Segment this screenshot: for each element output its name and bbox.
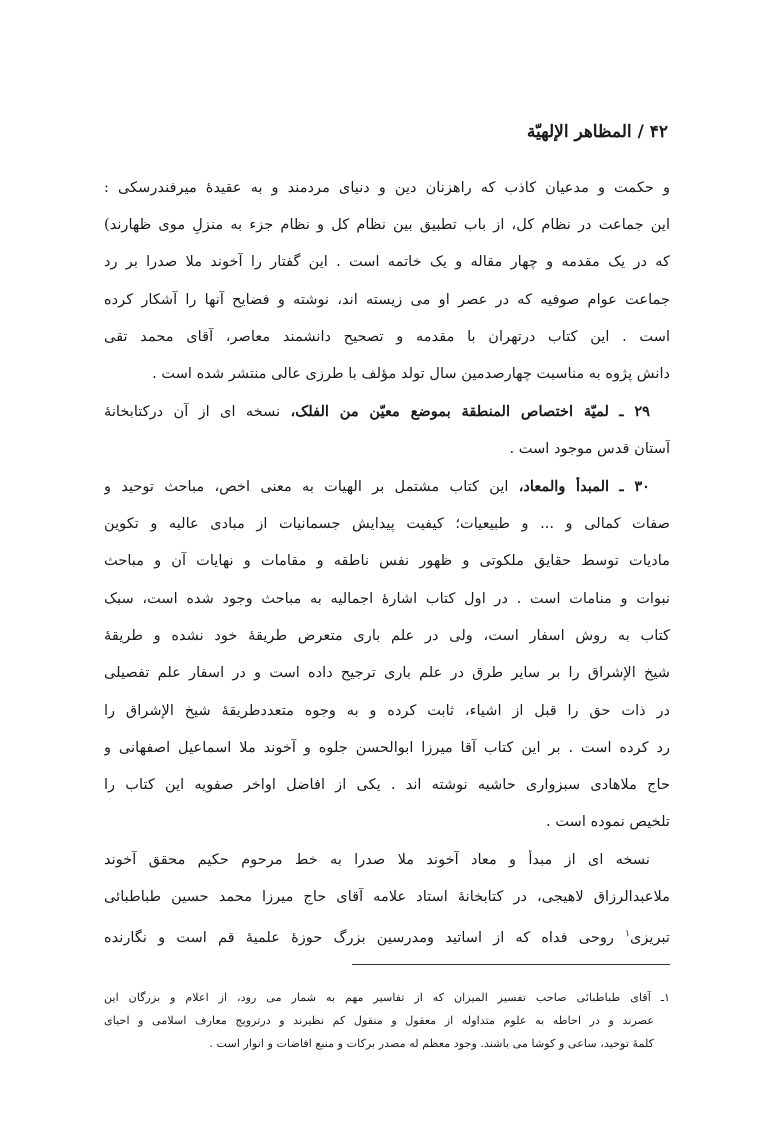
entry-30-text: این کتاب مشتمل بر الهیات به معنی اخص، مباحث توحید و	[104, 478, 519, 495]
header-separator: /	[637, 122, 644, 142]
footnote-line: کلمهٔ توحید، ساعی و کوشا می باشند. وجود معظم له مصدر برکات و منبع افاضات و انوار است .	[209, 1037, 654, 1050]
body-line: مادیات توسط حقایق ملکوتی و ظهور نفس ناطقه و مقامات و نهایات آن و مباحث	[104, 552, 670, 569]
body-line-with-footnote	[104, 924, 670, 948]
body-line: کتاب به روش اسفار است، ولی در علم باری متعرض طریقهٔ خود نشده و طریقهٔ	[104, 627, 670, 644]
body-line: تلخیص نموده است .	[546, 813, 670, 830]
entry-30-title: المبدأ والمعاد،	[518, 478, 610, 495]
body-line: جماعت عوام صوفیه که در عصر او می زیسته اند، نوشته و فضایح آنها را آشکار کرده	[104, 291, 670, 308]
running-title: المظاهر الإلهيّة	[526, 122, 632, 142]
footnote-line: عصرند و در احاطه به علوم متداوله از معقول و منقول کم نظیرند و درترویج معارف اسلامی و احیای	[104, 1014, 654, 1027]
footnote-marker: ۱	[625, 929, 630, 939]
entry-29-number: ۲۹ ـ	[619, 403, 650, 420]
body-line: و حکمت و مدعیان کاذب که راهزنان دین و دنیای مردمند و به عقیدهٔ میرفندرسکی :	[104, 179, 670, 196]
footnote-line: ۱ـ آقای طباطبائی صاحب تفسیر المیزان که از تفاسیر مهم به شمار می رود، از اعلام و بزرگان این	[104, 991, 670, 1004]
body-line: نسخه ای از مبدأ و معاد آخوند ملا صدرا به خط مرحوم حکیم محقق آخوند	[104, 851, 650, 868]
body-line: صفات کمالی و ... و طبیعیات؛ کیفیت پیدایش جسمانیات از مبادی عالیه و تکوین	[104, 515, 670, 532]
entry-29-second-line: آستان قدس موجود است .	[509, 440, 670, 457]
footnote-separator	[352, 964, 670, 965]
body-line: این جماعت در نظام کل، از باب تطبیق بین نظام کل و نظام جزء به منزلِ موی ظهارند)	[104, 216, 670, 233]
body-line: شیخ الإشراق را بر سایر طرق در علم باری ترجیح داده است و در اسفار علم تفصیلی	[104, 664, 670, 681]
page-number: ۴۲	[649, 122, 668, 142]
entry-29-first-line	[104, 402, 650, 422]
body-text: روحی فداه که از اساتید ومدرسین بزرگ حوزهٔ علمیهٔ قم است و نگارنده	[104, 928, 626, 946]
entry-29-title: لمیّة اختصاص المنطقة بموضع معیّن من الفلک،	[290, 403, 609, 420]
body-line: ملاعبدالرزاق لاهیجی، در کتابخانهٔ استاد علامه آقای حاج میرزا محمد حسین طباطبائی	[104, 888, 670, 905]
body-line: است . این کتاب درتهران با مقدمه و تصحیح دانشمند معاصر، آقای محمد تقی	[104, 328, 670, 345]
entry-30-number: ۳۰ ـ	[619, 478, 650, 495]
body-line: در ذات حق را قبل از اشیاء، ثابت کرده و به وجوه متعددطریقهٔ شیخ الإشراق را	[104, 702, 670, 719]
entry-29-text: نسخه ای از آن درکتابخانهٔ	[104, 403, 291, 420]
body-line: حاج ملاهادی سبزواری حاشیه نوشته اند . یکی از افاضل اواخر صفویه این کتاب را	[104, 776, 670, 793]
body-line: رد کرده است . بر این کتاب آقا میرزا ابوالحسن جلوه و آخوند ملا اسماعیل اصفهانی و	[104, 739, 670, 756]
body-line: که در یک مقدمه و چهار مقاله و یک خاتمه است . این گفتار را آخوند ملا صدرا بر رد	[104, 253, 670, 270]
running-header	[527, 122, 668, 142]
body-line: دانش پژوه به مناسبت چهارصدمین سال تولد مؤلف با طرزی عالی منتشر شده است .	[152, 365, 670, 382]
entry-30-first-line	[104, 477, 650, 497]
body-line: نبوات و منامات است . در اول کتاب اشارهٔ اجمالیه به مباحث وجود شده است، سبک	[104, 590, 670, 607]
body-text: تبریزی	[629, 928, 670, 946]
